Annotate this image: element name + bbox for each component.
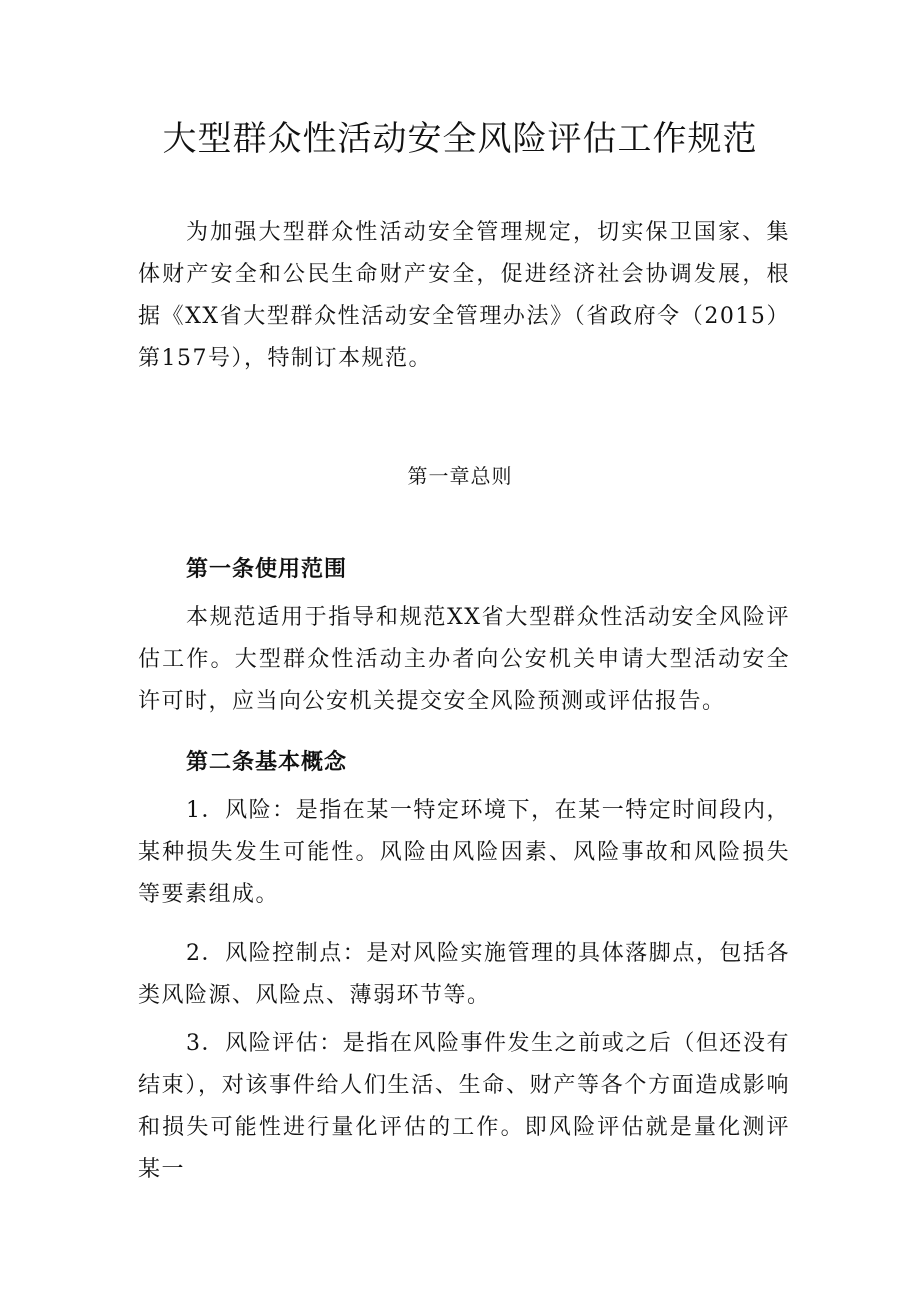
article-2-item: 3．风险评估：是指在风险事件发生之前或之后（但还没有结束），对该事件给人们生活、生命、财产等各个方面造成影响和损失可能性进行量化评估的工作。即风险评估就是量化测评某一 (138, 1031, 790, 1182)
article-1-body: 本规范适用于指导和规范XX省大型群众性活动安全风险评估工作。大型群众性活动主办者向公安机关申请大型活动安全许可时，应当向公安机关提交安全风险预测或评估报告。 (138, 605, 790, 714)
intro-paragraph: 为加强大型群众性活动安全管理规定，切实保卫国家、集体财产安全和公民生命财产安全，促进经济社会协调发展，根据《XX省大型群众性活动安全管理办法》（省政府令（2015）第157号），特制订本规范。 (138, 220, 790, 371)
document-title: 大型群众性活动安全风险评估工作规范 (162, 119, 758, 159)
chapter-title: 第一章总则 (407, 464, 513, 488)
article-1-heading: 第一条使用范围 (186, 557, 348, 582)
article-2-item: 1．风险：是指在某一特定环境下，在某一特定时间段内，某种损失发生可能性。风险由风险因素、风险事故和风险损失等要素组成。 (138, 798, 790, 907)
article-2-item: 2．风险控制点：是对风险实施管理的具体落脚点，包括各类风险源、风险点、薄弱环节等。 (138, 941, 790, 1008)
article-2-heading: 第二条基本概念 (186, 750, 348, 775)
